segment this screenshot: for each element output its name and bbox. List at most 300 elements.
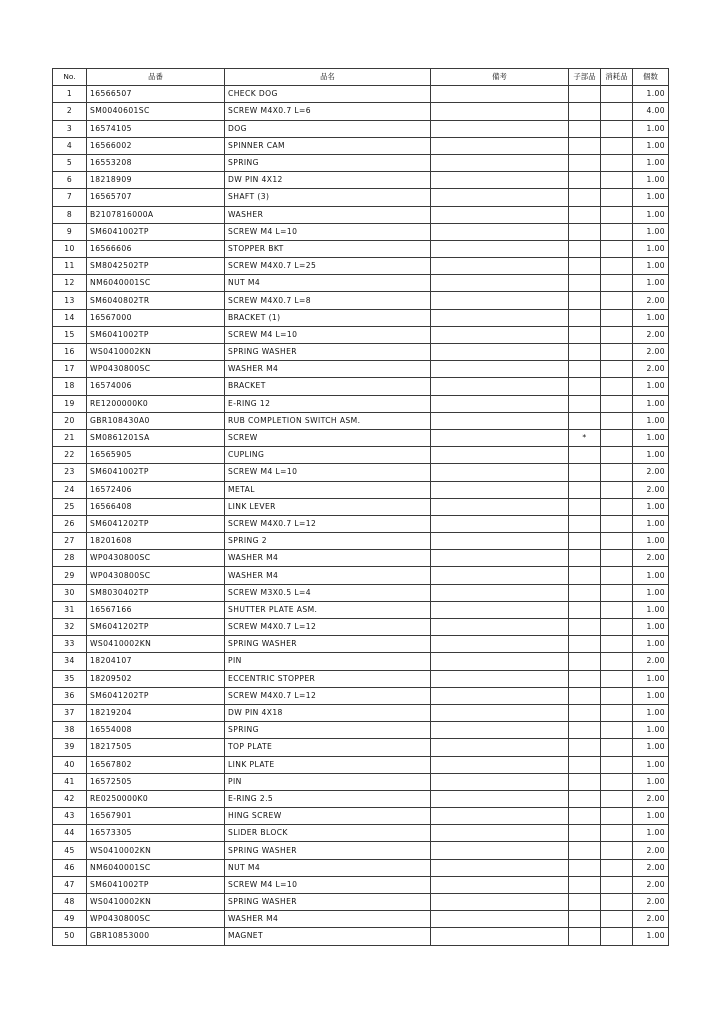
sub-part-cell	[569, 481, 601, 498]
part-name-cell: SPRING WASHER	[225, 344, 431, 361]
row-number: 17	[53, 361, 87, 378]
remarks-cell	[431, 928, 569, 945]
part-number-cell: 16574105	[87, 120, 225, 137]
remarks-cell	[431, 344, 569, 361]
sub-part-cell	[569, 739, 601, 756]
part-number-cell: SM6041002TP	[87, 223, 225, 240]
remarks-cell	[431, 808, 569, 825]
part-name-cell: SPINNER CAM	[225, 137, 431, 154]
quantity-cell: 2.00	[633, 481, 669, 498]
remarks-cell	[431, 550, 569, 567]
part-name-cell: SCREW M4X0.7 L=8	[225, 292, 431, 309]
part-name-cell: E-RING 12	[225, 395, 431, 412]
part-number-cell: 16566002	[87, 137, 225, 154]
remarks-cell	[431, 326, 569, 343]
consumable-cell	[601, 756, 633, 773]
table-row	[53, 344, 669, 361]
part-name-cell: WASHER M4	[225, 550, 431, 567]
remarks-cell	[431, 154, 569, 171]
part-number-cell: WP0430800SC	[87, 550, 225, 567]
consumable-cell	[601, 395, 633, 412]
row-number: 23	[53, 464, 87, 481]
table-row	[53, 928, 669, 945]
table-row	[53, 309, 669, 326]
sub-part-cell	[569, 533, 601, 550]
table-row	[53, 172, 669, 189]
consumable-cell	[601, 86, 633, 103]
row-number: 32	[53, 619, 87, 636]
consumable-cell	[601, 275, 633, 292]
remarks-cell	[431, 172, 569, 189]
table-row	[53, 447, 669, 464]
table-row	[53, 481, 669, 498]
part-name-cell: SCREW M4 L=10	[225, 464, 431, 481]
table-row	[53, 550, 669, 567]
part-number-cell: WS0410002KN	[87, 842, 225, 859]
row-number: 45	[53, 842, 87, 859]
part-number-cell: SM6041002TP	[87, 876, 225, 893]
part-number-cell: WS0410002KN	[87, 344, 225, 361]
row-number: 47	[53, 876, 87, 893]
consumable-cell	[601, 584, 633, 601]
row-number: 29	[53, 567, 87, 584]
sub-part-cell	[569, 275, 601, 292]
part-name-cell: TOP PLATE	[225, 739, 431, 756]
consumable-cell	[601, 636, 633, 653]
table-row	[53, 756, 669, 773]
consumable-cell	[601, 464, 633, 481]
row-number: 1	[53, 86, 87, 103]
part-name-cell: SCREW M4X0.7 L=12	[225, 619, 431, 636]
table-row	[53, 842, 669, 859]
part-name-cell: BRACKET (1)	[225, 309, 431, 326]
row-number: 20	[53, 412, 87, 429]
quantity-cell: 1.00	[633, 687, 669, 704]
consumable-cell	[601, 911, 633, 928]
sub-part-cell	[569, 103, 601, 120]
part-name-cell: SPRING	[225, 154, 431, 171]
quantity-cell: 1.00	[633, 172, 669, 189]
sub-part-cell	[569, 86, 601, 103]
consumable-cell	[601, 326, 633, 343]
remarks-cell	[431, 670, 569, 687]
consumable-cell	[601, 894, 633, 911]
sub-part-cell	[569, 619, 601, 636]
part-number-cell: B2107816000A	[87, 206, 225, 223]
consumable-cell	[601, 498, 633, 515]
table-row	[53, 429, 669, 446]
quantity-cell: 2.00	[633, 859, 669, 876]
quantity-cell: 1.00	[633, 739, 669, 756]
remarks-cell	[431, 361, 569, 378]
remarks-cell	[431, 240, 569, 257]
part-name-cell: E-RING 2.5	[225, 790, 431, 807]
sub-part-cell	[569, 790, 601, 807]
part-number-cell: SM0861201SA	[87, 429, 225, 446]
row-number: 21	[53, 429, 87, 446]
quantity-cell: 1.00	[633, 223, 669, 240]
row-number: 14	[53, 309, 87, 326]
sub-part-cell	[569, 412, 601, 429]
remarks-cell	[431, 911, 569, 928]
sub-part-cell	[569, 326, 601, 343]
quantity-cell: 1.00	[633, 275, 669, 292]
table-row	[53, 704, 669, 721]
part-name-cell: SHAFT (3)	[225, 189, 431, 206]
consumable-cell	[601, 292, 633, 309]
quantity-cell: 1.00	[633, 773, 669, 790]
part-name-cell: SPRING	[225, 722, 431, 739]
consumable-cell	[601, 601, 633, 618]
part-number-cell: NM6040001SC	[87, 275, 225, 292]
consumable-cell	[601, 309, 633, 326]
quantity-cell: 1.00	[633, 154, 669, 171]
row-number: 39	[53, 739, 87, 756]
sub-part-cell	[569, 653, 601, 670]
part-number-cell: SM8030402TP	[87, 584, 225, 601]
consumable-cell	[601, 172, 633, 189]
part-name-cell: ECCENTRIC STOPPER	[225, 670, 431, 687]
part-number-cell: RE0250000K0	[87, 790, 225, 807]
sub-part-cell	[569, 567, 601, 584]
header-consumable: 消耗品	[601, 69, 633, 86]
consumable-cell	[601, 378, 633, 395]
quantity-cell: 2.00	[633, 550, 669, 567]
consumable-cell	[601, 344, 633, 361]
quantity-cell: 1.00	[633, 258, 669, 275]
table-row	[53, 292, 669, 309]
table-row	[53, 533, 669, 550]
table-row	[53, 103, 669, 120]
part-name-cell: LINK PLATE	[225, 756, 431, 773]
row-number: 36	[53, 687, 87, 704]
quantity-cell: 1.00	[633, 309, 669, 326]
sub-part-cell	[569, 309, 601, 326]
table-row	[53, 636, 669, 653]
table-row	[53, 670, 669, 687]
remarks-cell	[431, 790, 569, 807]
table-row	[53, 911, 669, 928]
remarks-cell	[431, 481, 569, 498]
consumable-cell	[601, 842, 633, 859]
part-number-cell: 18209502	[87, 670, 225, 687]
part-name-cell: SCREW M4 L=10	[225, 326, 431, 343]
sub-part-cell	[569, 584, 601, 601]
consumable-cell	[601, 103, 633, 120]
table-row	[53, 275, 669, 292]
table-row	[53, 120, 669, 137]
table-row	[53, 206, 669, 223]
table-row	[53, 498, 669, 515]
part-name-cell: WASHER M4	[225, 911, 431, 928]
consumable-cell	[601, 120, 633, 137]
table-row	[53, 859, 669, 876]
quantity-cell: 2.00	[633, 911, 669, 928]
part-name-cell: WASHER M4	[225, 567, 431, 584]
table-row	[53, 258, 669, 275]
quantity-cell: 1.00	[633, 240, 669, 257]
row-number: 43	[53, 808, 87, 825]
part-number-cell: WS0410002KN	[87, 636, 225, 653]
header-quantity: 個数	[633, 69, 669, 86]
quantity-cell: 2.00	[633, 894, 669, 911]
sub-part-cell	[569, 498, 601, 515]
sub-part-cell	[569, 842, 601, 859]
consumable-cell	[601, 447, 633, 464]
remarks-cell	[431, 412, 569, 429]
parts-list-body	[53, 86, 669, 945]
part-number-cell: SM8042502TP	[87, 258, 225, 275]
quantity-cell: 1.00	[633, 120, 669, 137]
sub-part-cell	[569, 240, 601, 257]
sub-part-cell	[569, 687, 601, 704]
consumable-cell	[601, 361, 633, 378]
table-row	[53, 154, 669, 171]
part-number-cell: GBR108430A0	[87, 412, 225, 429]
remarks-cell	[431, 584, 569, 601]
row-number: 30	[53, 584, 87, 601]
quantity-cell: 2.00	[633, 842, 669, 859]
consumable-cell	[601, 876, 633, 893]
row-number: 25	[53, 498, 87, 515]
sub-part-cell	[569, 258, 601, 275]
part-name-cell: SLIDER BLOCK	[225, 825, 431, 842]
remarks-cell	[431, 223, 569, 240]
quantity-cell: 1.00	[633, 928, 669, 945]
part-number-cell: RE1200000K0	[87, 395, 225, 412]
consumable-cell	[601, 567, 633, 584]
sub-part-cell	[569, 704, 601, 721]
row-number: 11	[53, 258, 87, 275]
part-number-cell: 16572505	[87, 773, 225, 790]
table-row	[53, 619, 669, 636]
part-name-cell: SCREW M4X0.7 L=12	[225, 687, 431, 704]
consumable-cell	[601, 808, 633, 825]
remarks-cell	[431, 739, 569, 756]
remarks-cell	[431, 137, 569, 154]
sub-part-cell	[569, 154, 601, 171]
header-part-name: 品名	[225, 69, 431, 86]
row-number: 5	[53, 154, 87, 171]
remarks-cell	[431, 120, 569, 137]
quantity-cell: 1.00	[633, 601, 669, 618]
sub-part-cell	[569, 447, 601, 464]
table-row	[53, 722, 669, 739]
row-number: 28	[53, 550, 87, 567]
part-number-cell: WP0430800SC	[87, 567, 225, 584]
quantity-cell: 1.00	[633, 670, 669, 687]
quantity-cell: 4.00	[633, 103, 669, 120]
row-number: 38	[53, 722, 87, 739]
quantity-cell: 1.00	[633, 189, 669, 206]
row-number: 9	[53, 223, 87, 240]
consumable-cell	[601, 739, 633, 756]
quantity-cell: 2.00	[633, 344, 669, 361]
consumable-cell	[601, 704, 633, 721]
row-number: 27	[53, 533, 87, 550]
quantity-cell: 1.00	[633, 636, 669, 653]
consumable-cell	[601, 206, 633, 223]
row-number: 7	[53, 189, 87, 206]
part-name-cell: PIN	[225, 653, 431, 670]
row-number: 33	[53, 636, 87, 653]
row-number: 50	[53, 928, 87, 945]
row-number: 6	[53, 172, 87, 189]
remarks-cell	[431, 258, 569, 275]
quantity-cell: 2.00	[633, 653, 669, 670]
remarks-cell	[431, 601, 569, 618]
quantity-cell: 1.00	[633, 533, 669, 550]
part-number-cell: 16566408	[87, 498, 225, 515]
part-number-cell: 16566507	[87, 86, 225, 103]
consumable-cell	[601, 619, 633, 636]
consumable-cell	[601, 154, 633, 171]
part-number-cell: WP0430800SC	[87, 361, 225, 378]
remarks-cell	[431, 722, 569, 739]
remarks-cell	[431, 292, 569, 309]
part-name-cell: BRACKET	[225, 378, 431, 395]
part-number-cell: 16573305	[87, 825, 225, 842]
sub-part-cell	[569, 773, 601, 790]
table-row	[53, 739, 669, 756]
row-number: 16	[53, 344, 87, 361]
row-number: 2	[53, 103, 87, 120]
remarks-cell	[431, 498, 569, 515]
quantity-cell: 1.00	[633, 825, 669, 842]
consumable-cell	[601, 481, 633, 498]
part-name-cell: DW PIN 4X18	[225, 704, 431, 721]
remarks-cell	[431, 395, 569, 412]
table-header-row	[53, 69, 669, 86]
row-number: 19	[53, 395, 87, 412]
sub-part-cell	[569, 515, 601, 532]
table-row	[53, 653, 669, 670]
part-number-cell: 16554008	[87, 722, 225, 739]
table-row	[53, 395, 669, 412]
remarks-cell	[431, 533, 569, 550]
remarks-cell	[431, 876, 569, 893]
row-number: 49	[53, 911, 87, 928]
row-number: 15	[53, 326, 87, 343]
part-name-cell: STOPPER BKT	[225, 240, 431, 257]
table-row	[53, 326, 669, 343]
part-name-cell: SPRING WASHER	[225, 842, 431, 859]
sub-part-cell	[569, 344, 601, 361]
row-number: 3	[53, 120, 87, 137]
sub-part-cell	[569, 756, 601, 773]
sub-part-cell	[569, 808, 601, 825]
part-number-cell: 16566606	[87, 240, 225, 257]
part-number-cell: 18218909	[87, 172, 225, 189]
row-number: 8	[53, 206, 87, 223]
table-row	[53, 464, 669, 481]
part-name-cell: WASHER	[225, 206, 431, 223]
consumable-cell	[601, 670, 633, 687]
quantity-cell: 1.00	[633, 584, 669, 601]
part-name-cell: PIN	[225, 773, 431, 790]
table-row	[53, 515, 669, 532]
remarks-cell	[431, 378, 569, 395]
table-row	[53, 808, 669, 825]
row-number: 10	[53, 240, 87, 257]
sub-part-cell	[569, 172, 601, 189]
sub-part-cell	[569, 120, 601, 137]
consumable-cell	[601, 412, 633, 429]
sub-part-cell	[569, 223, 601, 240]
quantity-cell: 2.00	[633, 790, 669, 807]
row-number: 12	[53, 275, 87, 292]
remarks-cell	[431, 189, 569, 206]
sub-part-cell: *	[569, 429, 601, 446]
table-row	[53, 189, 669, 206]
table-row	[53, 790, 669, 807]
part-name-cell: DW PIN 4X12	[225, 172, 431, 189]
consumable-cell	[601, 223, 633, 240]
part-number-cell: NM6040001SC	[87, 859, 225, 876]
remarks-cell	[431, 275, 569, 292]
consumable-cell	[601, 515, 633, 532]
sub-part-cell	[569, 361, 601, 378]
quantity-cell: 2.00	[633, 292, 669, 309]
table-row	[53, 825, 669, 842]
part-number-cell: 16567901	[87, 808, 225, 825]
row-number: 44	[53, 825, 87, 842]
part-name-cell: SCREW M4 L=10	[225, 876, 431, 893]
table-row	[53, 223, 669, 240]
consumable-cell	[601, 773, 633, 790]
quantity-cell: 1.00	[633, 412, 669, 429]
consumable-cell	[601, 137, 633, 154]
part-number-cell: 16567000	[87, 309, 225, 326]
consumable-cell	[601, 722, 633, 739]
remarks-cell	[431, 447, 569, 464]
sub-part-cell	[569, 911, 601, 928]
table-row	[53, 584, 669, 601]
sub-part-cell	[569, 636, 601, 653]
part-name-cell: NUT M4	[225, 275, 431, 292]
sub-part-cell	[569, 928, 601, 945]
row-number: 4	[53, 137, 87, 154]
part-name-cell: SPRING WASHER	[225, 894, 431, 911]
part-number-cell: SM6041002TP	[87, 464, 225, 481]
sub-part-cell	[569, 464, 601, 481]
sub-part-cell	[569, 876, 601, 893]
remarks-cell	[431, 687, 569, 704]
row-number: 26	[53, 515, 87, 532]
row-number: 18	[53, 378, 87, 395]
quantity-cell: 2.00	[633, 326, 669, 343]
remarks-cell	[431, 515, 569, 532]
quantity-cell: 1.00	[633, 378, 669, 395]
part-name-cell: CHECK DOG	[225, 86, 431, 103]
part-number-cell: 16567166	[87, 601, 225, 618]
consumable-cell	[601, 550, 633, 567]
quantity-cell: 1.00	[633, 429, 669, 446]
part-name-cell: SPRING WASHER	[225, 636, 431, 653]
sub-part-cell	[569, 137, 601, 154]
consumable-cell	[601, 825, 633, 842]
quantity-cell: 1.00	[633, 722, 669, 739]
sub-part-cell	[569, 722, 601, 739]
remarks-cell	[431, 567, 569, 584]
part-number-cell: SM0040601SC	[87, 103, 225, 120]
table-row	[53, 773, 669, 790]
quantity-cell: 1.00	[633, 567, 669, 584]
consumable-cell	[601, 859, 633, 876]
part-name-cell: SCREW M4X0.7 L=6	[225, 103, 431, 120]
remarks-cell	[431, 704, 569, 721]
sub-part-cell	[569, 292, 601, 309]
